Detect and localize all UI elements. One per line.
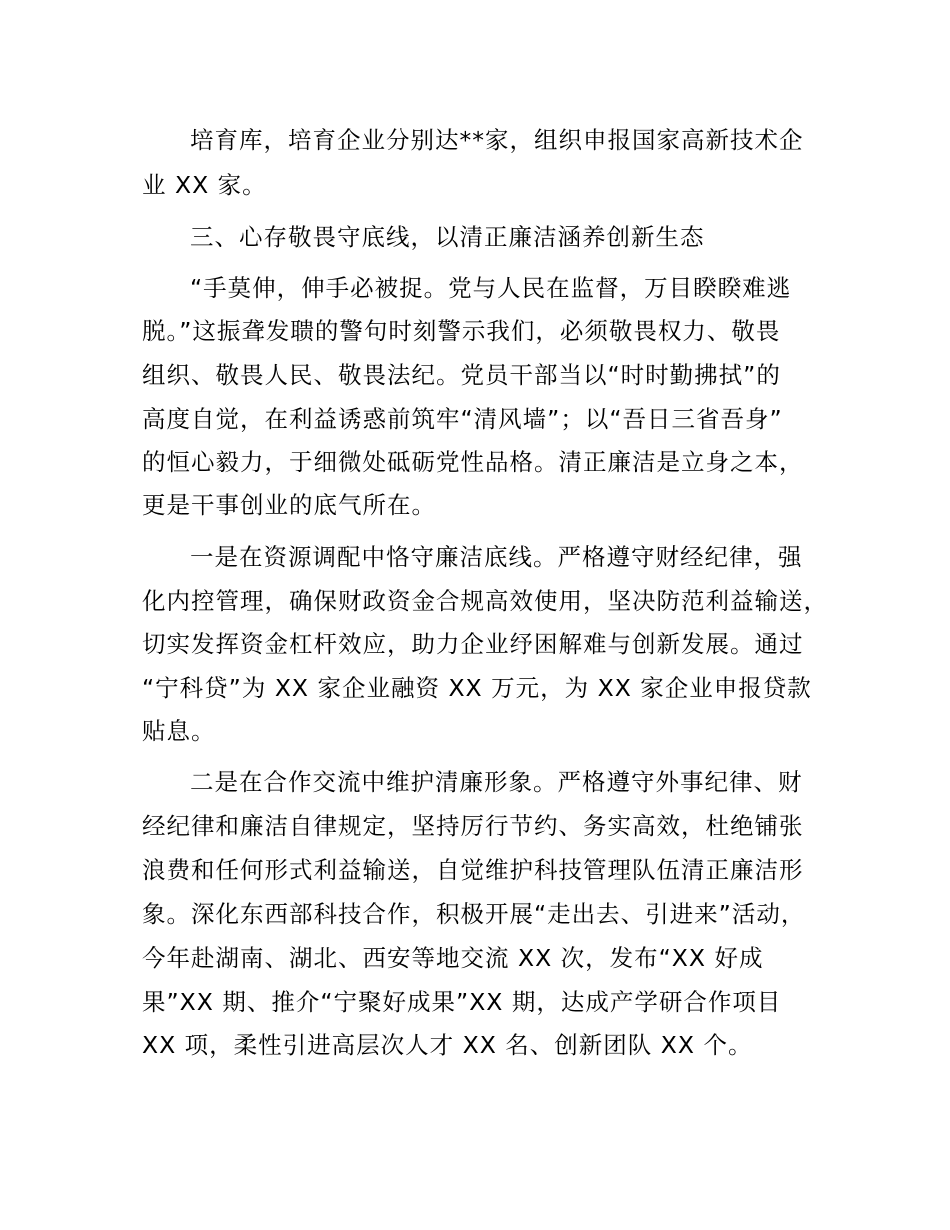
section-heading: 三、心存敬畏守底线，以清正廉洁涵养创新生态	[190, 223, 705, 251]
text-line: 今年赴湖南、湖北、西安等地交流 XX 次，发布“XX 好成	[142, 944, 764, 972]
text-line: 果”XX 期、推介“宁聚好成果”XX 期，达成产学研合作项目	[142, 988, 782, 1016]
text-line: 业 XX 家。	[142, 171, 267, 199]
text-line: 一是在资源调配中恪守廉洁底线。严格遵守财经纪律，强	[190, 543, 803, 571]
text-line: 切实发挥资金杠杆效应，助力企业纾困解难与创新发展。通过	[142, 630, 804, 658]
text-line: “宁科贷”为 XX 家企业融资 XX 万元，为 XX 家企业申报贷款	[142, 674, 812, 702]
text-line: 贴息。	[142, 717, 216, 745]
text-line: 更是干事创业的底气所在。	[142, 491, 436, 519]
text-line: 浪费和任何形式利益输送，自觉维护科技管理队伍清正廉洁形	[142, 856, 804, 884]
text-line: 象。深化东西部科技合作，积极开展“走出去、引进来”活动，	[142, 900, 806, 928]
text-line: 培育库，培育企业分别达**家，组织申报国家高新技术企	[190, 126, 804, 154]
text-line: 脱。”这振聋发聩的警句时刻警示我们，必须敬畏权力、敬畏	[142, 317, 781, 345]
text-line: 化内控管理，确保财政资金合规高效使用，坚决防范利益输送，	[142, 587, 828, 615]
text-line: 高度自觉，在利益诱惑前筑牢“清风墙”；以“吾日三省吾身”	[142, 405, 783, 433]
text-line: 的恒心毅力，于细微处砥砺党性品格。清正廉洁是立身之本，	[142, 448, 804, 476]
text-line: 二是在合作交流中维护清廉形象。严格遵守外事纪律、财	[190, 768, 803, 796]
text-line: 经纪律和廉洁自律规定，坚持厉行节约、务实高效，杜绝铺张	[142, 812, 804, 840]
text-line: 组织、敬畏人民、敬畏法纪。党员干部当以“时时勤拂拭”的	[142, 361, 781, 389]
text-line: XX 项，柔性引进高层次人才 XX 名、创新团队 XX 个。	[142, 1031, 753, 1059]
text-line: “手莫伸，伸手必被捉。党与人民在监督，万目睽睽难逃	[190, 274, 792, 302]
